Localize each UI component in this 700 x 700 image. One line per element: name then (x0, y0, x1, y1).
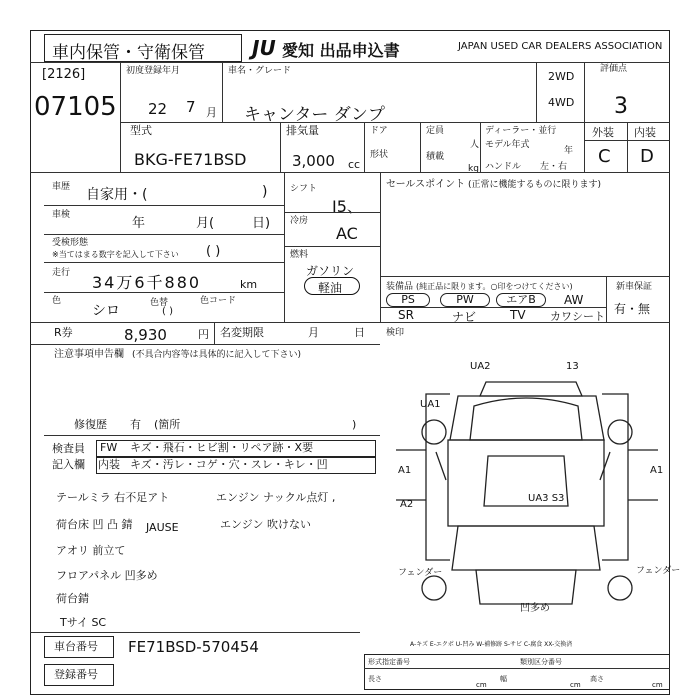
diagram-mark: A1 (650, 465, 664, 476)
color-label: 色 (52, 296, 62, 306)
reception-note: ※当てはまる数字を記入して下さい (52, 250, 179, 259)
size-unit: cm (570, 681, 581, 689)
fuel-gasoline: ガソリン (306, 264, 355, 278)
handwritten-note: テールミラ 右不足アト (56, 491, 170, 504)
equip-navi: ナビ (452, 310, 477, 324)
handwritten-note: フロアパネル 凹多め (56, 569, 158, 582)
size-label-3: 長さ (368, 675, 382, 683)
line (44, 234, 284, 235)
inspection-year: 年 (132, 216, 146, 231)
name-change-day: 日 (354, 326, 365, 339)
diagram-mark: 凹多め (520, 603, 550, 614)
inspector-label-2: 記入欄 (52, 458, 85, 471)
diagram-mark: フェンダー (636, 566, 681, 576)
selling-points-note: (正常に機能するものに限ります) (468, 180, 602, 190)
line (44, 292, 284, 293)
color-value: シロ (92, 303, 120, 319)
shift-label: シフト (290, 184, 318, 194)
shift-value: I5、 (332, 197, 363, 216)
line (606, 276, 607, 322)
equipment-label: 装備品 (386, 282, 414, 292)
shape-label: 形状 (370, 150, 389, 160)
line (30, 632, 360, 633)
diagram-mark: A1 (398, 465, 412, 476)
diagram-mark: 13 (566, 361, 579, 372)
handle-options: 左・右 (540, 162, 568, 172)
size-label-1: 形式指定番号 (368, 658, 410, 666)
handwritten-note: 荷台錆 (56, 592, 89, 605)
chassis-label: 車台番号 (54, 640, 98, 653)
registration-month-unit: 月 (206, 106, 217, 119)
equip-ps: PS (386, 293, 430, 307)
mileage-unit: km (240, 278, 258, 291)
chassis-value: FE71BSD-570454 (128, 638, 259, 656)
history-label: 車歴 (52, 182, 71, 192)
line (30, 62, 670, 63)
line (380, 276, 670, 277)
line (280, 122, 281, 172)
equip-seat: カワシート (550, 310, 605, 323)
size-unit: cm (652, 681, 663, 689)
model-year-label: モデル年式 (485, 140, 530, 150)
repair-paren: (箇所 (154, 418, 181, 431)
diagram-mark: UA3 S3 (528, 493, 565, 504)
displacement-unit: cc (348, 158, 361, 171)
color-code-label: 色コード (200, 296, 237, 306)
equip-airbag: エアB (496, 293, 546, 307)
equipment-note: (純正品に限ります。○印をつけてください) (416, 282, 573, 291)
car-name-value: キャンター ダンプ (244, 105, 385, 125)
doors-label: ドア (370, 126, 388, 136)
displacement-label: 排気量 (286, 124, 319, 137)
aircon-value: AC (336, 224, 358, 243)
line (44, 435, 380, 436)
equip-sr: SR (398, 308, 414, 322)
equip-aw: AW (564, 293, 584, 307)
history-value: 自家用・( (86, 187, 148, 203)
int-label: 内装 (98, 458, 120, 471)
model-value: BKG-FE71BSD (134, 150, 247, 169)
line (364, 668, 670, 669)
line (284, 212, 380, 213)
line (30, 344, 380, 345)
repair-label: 修復歴 (74, 418, 107, 431)
line (30, 172, 670, 173)
diagram-mark: UA1 (420, 399, 441, 410)
line (120, 62, 121, 172)
inspector-label-1: 検査員 (52, 442, 85, 455)
inspection-month: 月( (196, 216, 215, 231)
grade-value: 3 (614, 94, 628, 119)
color-change-paren: ( ) (162, 306, 173, 317)
caution-note: (不具合内容等は具体的に記入して下さい) (132, 350, 302, 360)
damage-legend: A-キズ E-エクボ U-凹み W-補修跡 S-サビ C-腐食 XX-交換済 (410, 641, 573, 648)
registration-label: 初度登録年月 (126, 66, 181, 76)
line (30, 322, 670, 323)
interior-value: D (640, 146, 654, 167)
line (584, 62, 585, 172)
handwritten-note: 荷台床 凹 凸 錆 (56, 518, 133, 531)
int-items: キズ・汚レ・コゲ・穴・スレ・キレ・凹 (130, 458, 328, 471)
diagram-mark: UA2 (470, 361, 491, 372)
fuel-label: 燃料 (290, 250, 309, 260)
line (480, 122, 481, 172)
line (214, 322, 215, 344)
recycle-unit: 円 (198, 328, 209, 341)
new-warranty-value: 有・無 (614, 302, 651, 316)
repair-close: ) (352, 418, 357, 431)
exterior-value: C (598, 146, 611, 167)
diagram-mark: A2 (400, 499, 414, 510)
registration-month: 7 (186, 98, 196, 116)
sheet-title: 愛知 出品申込書 (282, 41, 400, 60)
line (284, 246, 380, 247)
repair-value: 有 (130, 418, 141, 431)
handwritten-note: JAUSE (146, 521, 179, 534)
capacity-unit: 人 (470, 140, 480, 150)
line (536, 62, 537, 122)
line (380, 172, 381, 322)
line (627, 122, 628, 172)
exterior-label: 外装 (592, 126, 614, 139)
storage-label: 車内保管・守衛保管 (52, 43, 205, 63)
size-label-5: 高さ (590, 675, 604, 683)
handle-label: ハンドル (485, 162, 522, 172)
reception-label: 受検形態 (52, 238, 89, 248)
line (364, 122, 365, 172)
line (420, 122, 421, 172)
recycle-label: R券 (54, 326, 73, 339)
recycle-value: 8,930 (124, 326, 167, 344)
model-year-unit: 年 (564, 146, 574, 156)
new-warranty-label: 新車保証 (616, 282, 653, 292)
size-label-2: 類別区分番号 (520, 658, 562, 666)
association-name: JAPAN USED CAR DEALERS ASSOCIATION (458, 41, 663, 52)
inspected-by-label: 検印 (386, 328, 405, 338)
caution-label: 注意事項申告欄 (54, 349, 124, 360)
mileage-value: 34万6千880 (92, 273, 202, 292)
inspection-day: 日) (252, 216, 271, 231)
drive-2wd: 2WD (548, 70, 575, 83)
lot-code: [2126] (42, 67, 86, 82)
reception-paren: ( ) (206, 244, 221, 259)
line (284, 172, 285, 322)
model-label: 型式 (130, 124, 152, 137)
name-change-month: 月 (308, 326, 319, 339)
handwritten-note: エンジン 吹けない (220, 518, 311, 531)
load-unit: kg (468, 164, 479, 174)
handwritten-note: エンジン ナックル点灯 , (216, 491, 336, 504)
drive-4wd: 4WD (548, 96, 575, 109)
brand-logo: JU (252, 36, 276, 60)
handwritten-note: アオリ 前立て (56, 544, 126, 557)
line (120, 122, 670, 123)
grade-label: 評価点 (600, 64, 628, 74)
line (222, 62, 223, 122)
mileage-label: 走行 (52, 268, 71, 278)
inspection-label: 車検 (52, 210, 71, 220)
registration-year: 22 (148, 100, 168, 118)
line (44, 205, 284, 206)
fw-items: キズ・飛石・ヒビ割・リペア跡・X要 (130, 441, 314, 454)
reg-label: 登録番号 (54, 668, 98, 681)
lot-number: 07105 (34, 92, 117, 122)
equip-pw: PW (440, 293, 490, 307)
displacement-value: 3,000 (292, 152, 335, 170)
equip-tv: TV (510, 308, 526, 322)
dealer-label: ディーラー・並行 (485, 126, 557, 136)
aircon-label: 冷房 (290, 216, 309, 226)
color-change-label: 色替 (150, 298, 169, 308)
size-label-4: 幅 (500, 675, 507, 683)
fuel-diesel: 軽油 (318, 281, 343, 295)
size-unit: cm (476, 681, 487, 689)
capacity-label: 定員 (426, 126, 445, 136)
name-change-label: 名変期限 (220, 326, 264, 339)
line (44, 262, 284, 263)
diagram-mark: フェンダー (398, 568, 443, 578)
selling-points-label: セールスポイント (386, 179, 466, 190)
fw-label: FW (100, 441, 118, 454)
interior-label: 内装 (634, 126, 656, 139)
handwritten-note: Tサイ SC (60, 616, 107, 629)
car-name-label: 車名・グレード (228, 66, 292, 76)
load-label: 積載 (426, 152, 445, 162)
history-close: ) (262, 184, 268, 200)
